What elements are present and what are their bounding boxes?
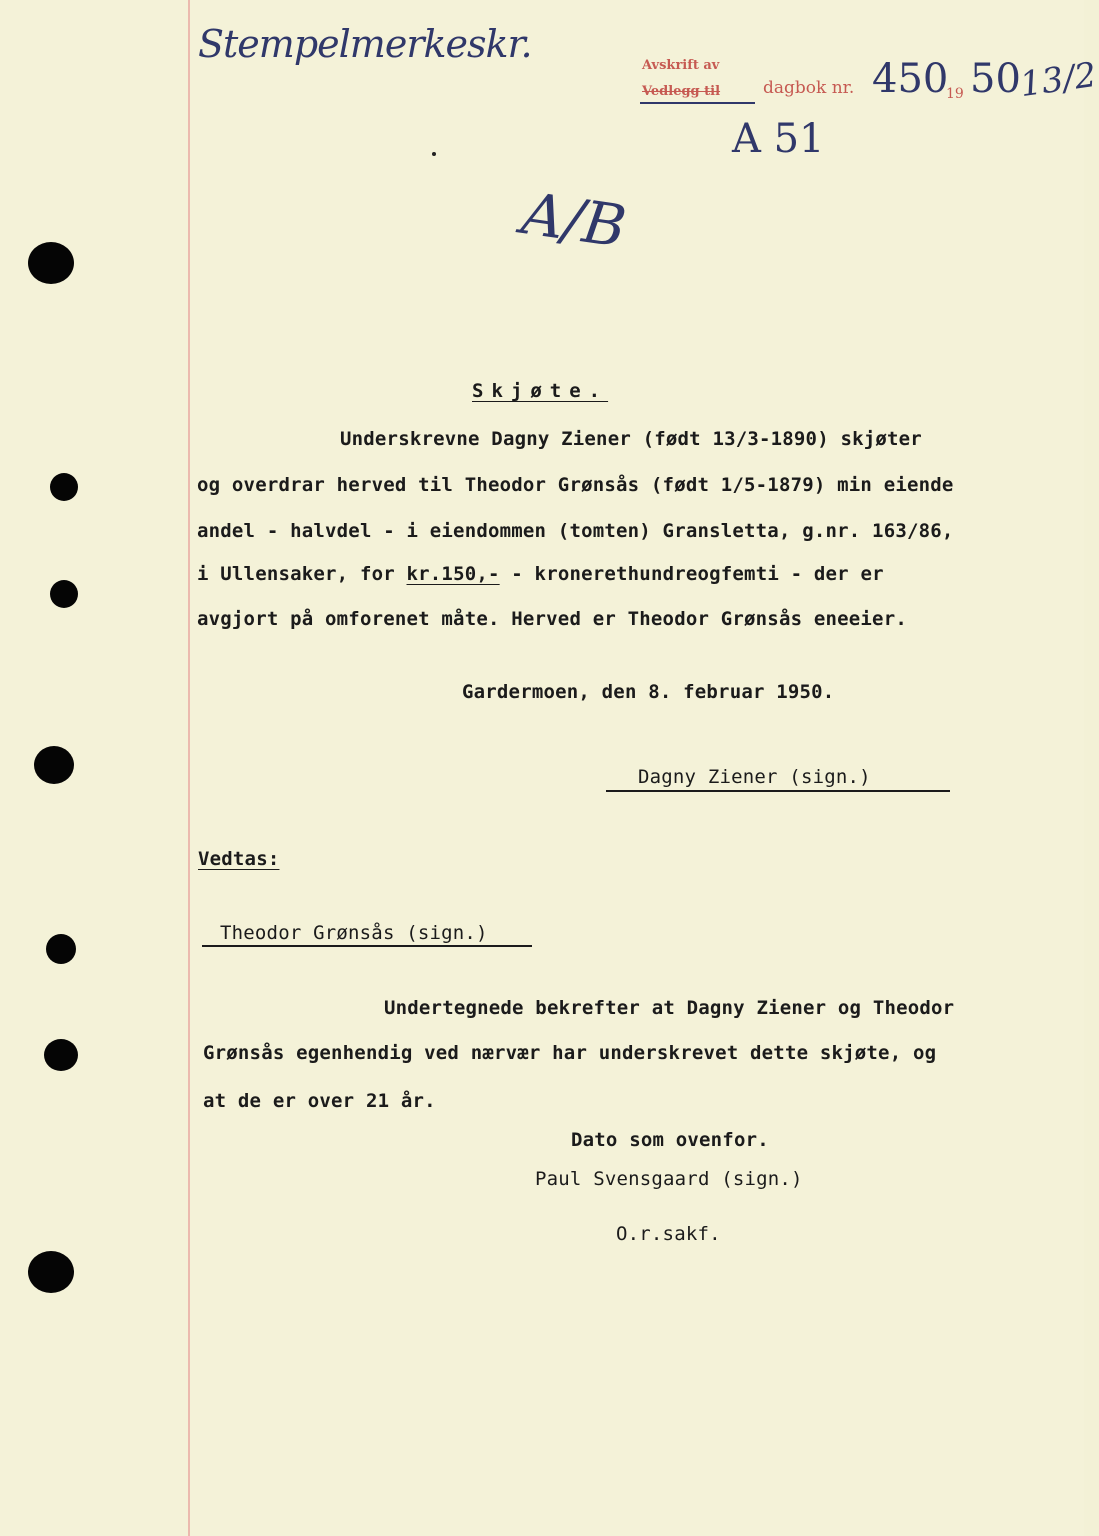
- stamp-year-prefix: 19: [946, 86, 964, 102]
- dagbok-number: 450: [872, 56, 949, 102]
- initials: A/B: [517, 179, 631, 261]
- body-line-3: andel - halvdel - i eiendommen (tomten) Gransletta, g.nr. 163/86,: [197, 520, 954, 542]
- punch-hole-3: [50, 580, 78, 608]
- stamp-vedlegg: Vedlegg til: [642, 84, 721, 99]
- body-line-4-post: - kronerethundreogfemti - der er: [499, 563, 884, 585]
- body-line-2: og overdrar herved til Theodor Grønsås (født 1/5-1879) min eiende: [197, 474, 954, 496]
- punch-hole-2: [50, 473, 78, 501]
- witness-line-2: Grønsås egenhendig ved nærvær har underskrevet dette skjøte, og: [203, 1042, 937, 1064]
- punch-hole-4: [34, 746, 74, 784]
- body-line-1: Underskrevne Dagny Ziener (født 13/3-1890) skjøter: [340, 428, 922, 450]
- accepted-label: Vedtas:: [198, 848, 280, 870]
- seller-signature: Dagny Ziener (sign.): [638, 766, 871, 788]
- buyer-signature-line: [202, 945, 532, 947]
- year-suffix: 50: [970, 56, 1021, 102]
- witness-line-3: at de er over 21 år.: [203, 1090, 436, 1112]
- punch-hole-7: [28, 1251, 74, 1293]
- handwritten-office-name: Stempelmerkeskr.: [198, 22, 532, 66]
- witness-title: O.r.sakf.: [616, 1223, 721, 1245]
- body-line-5: avgjort på omforenet måte. Herved er Theodor Grønsås eneeier.: [197, 608, 907, 630]
- date-note: 13/2: [1017, 54, 1099, 106]
- body-line-4-pre: i Ullensaker, for: [197, 563, 407, 585]
- buyer-signature: Theodor Grønsås (sign.): [220, 922, 488, 944]
- seller-signature-line: [606, 790, 950, 792]
- margin-rule: [188, 0, 190, 1536]
- stamp-avskrift: Avskrift av: [642, 58, 720, 73]
- place-date: Gardermoen, den 8. februar 1950.: [462, 681, 835, 703]
- punch-hole-1: [28, 242, 74, 284]
- punch-hole-6: [44, 1039, 78, 1071]
- punch-hole-5: [46, 934, 76, 964]
- witness-date: Dato som ovenfor.: [571, 1129, 769, 1151]
- stamp-dagbok-label: dagbok nr.: [763, 78, 855, 98]
- ink-dot: [432, 152, 436, 156]
- body-line-4: [197, 563, 884, 585]
- deed-title: Skjøte.: [472, 380, 609, 402]
- witness-line-1: Undertegnede bekrefter at Dagny Ziener og Theodor: [384, 997, 955, 1019]
- price-amount: kr.150,-: [406, 563, 500, 585]
- witness-signature: Paul Svensgaard (sign.): [535, 1168, 803, 1190]
- archive-mark: A 51: [732, 116, 825, 162]
- stamp-strike-line: [640, 102, 755, 104]
